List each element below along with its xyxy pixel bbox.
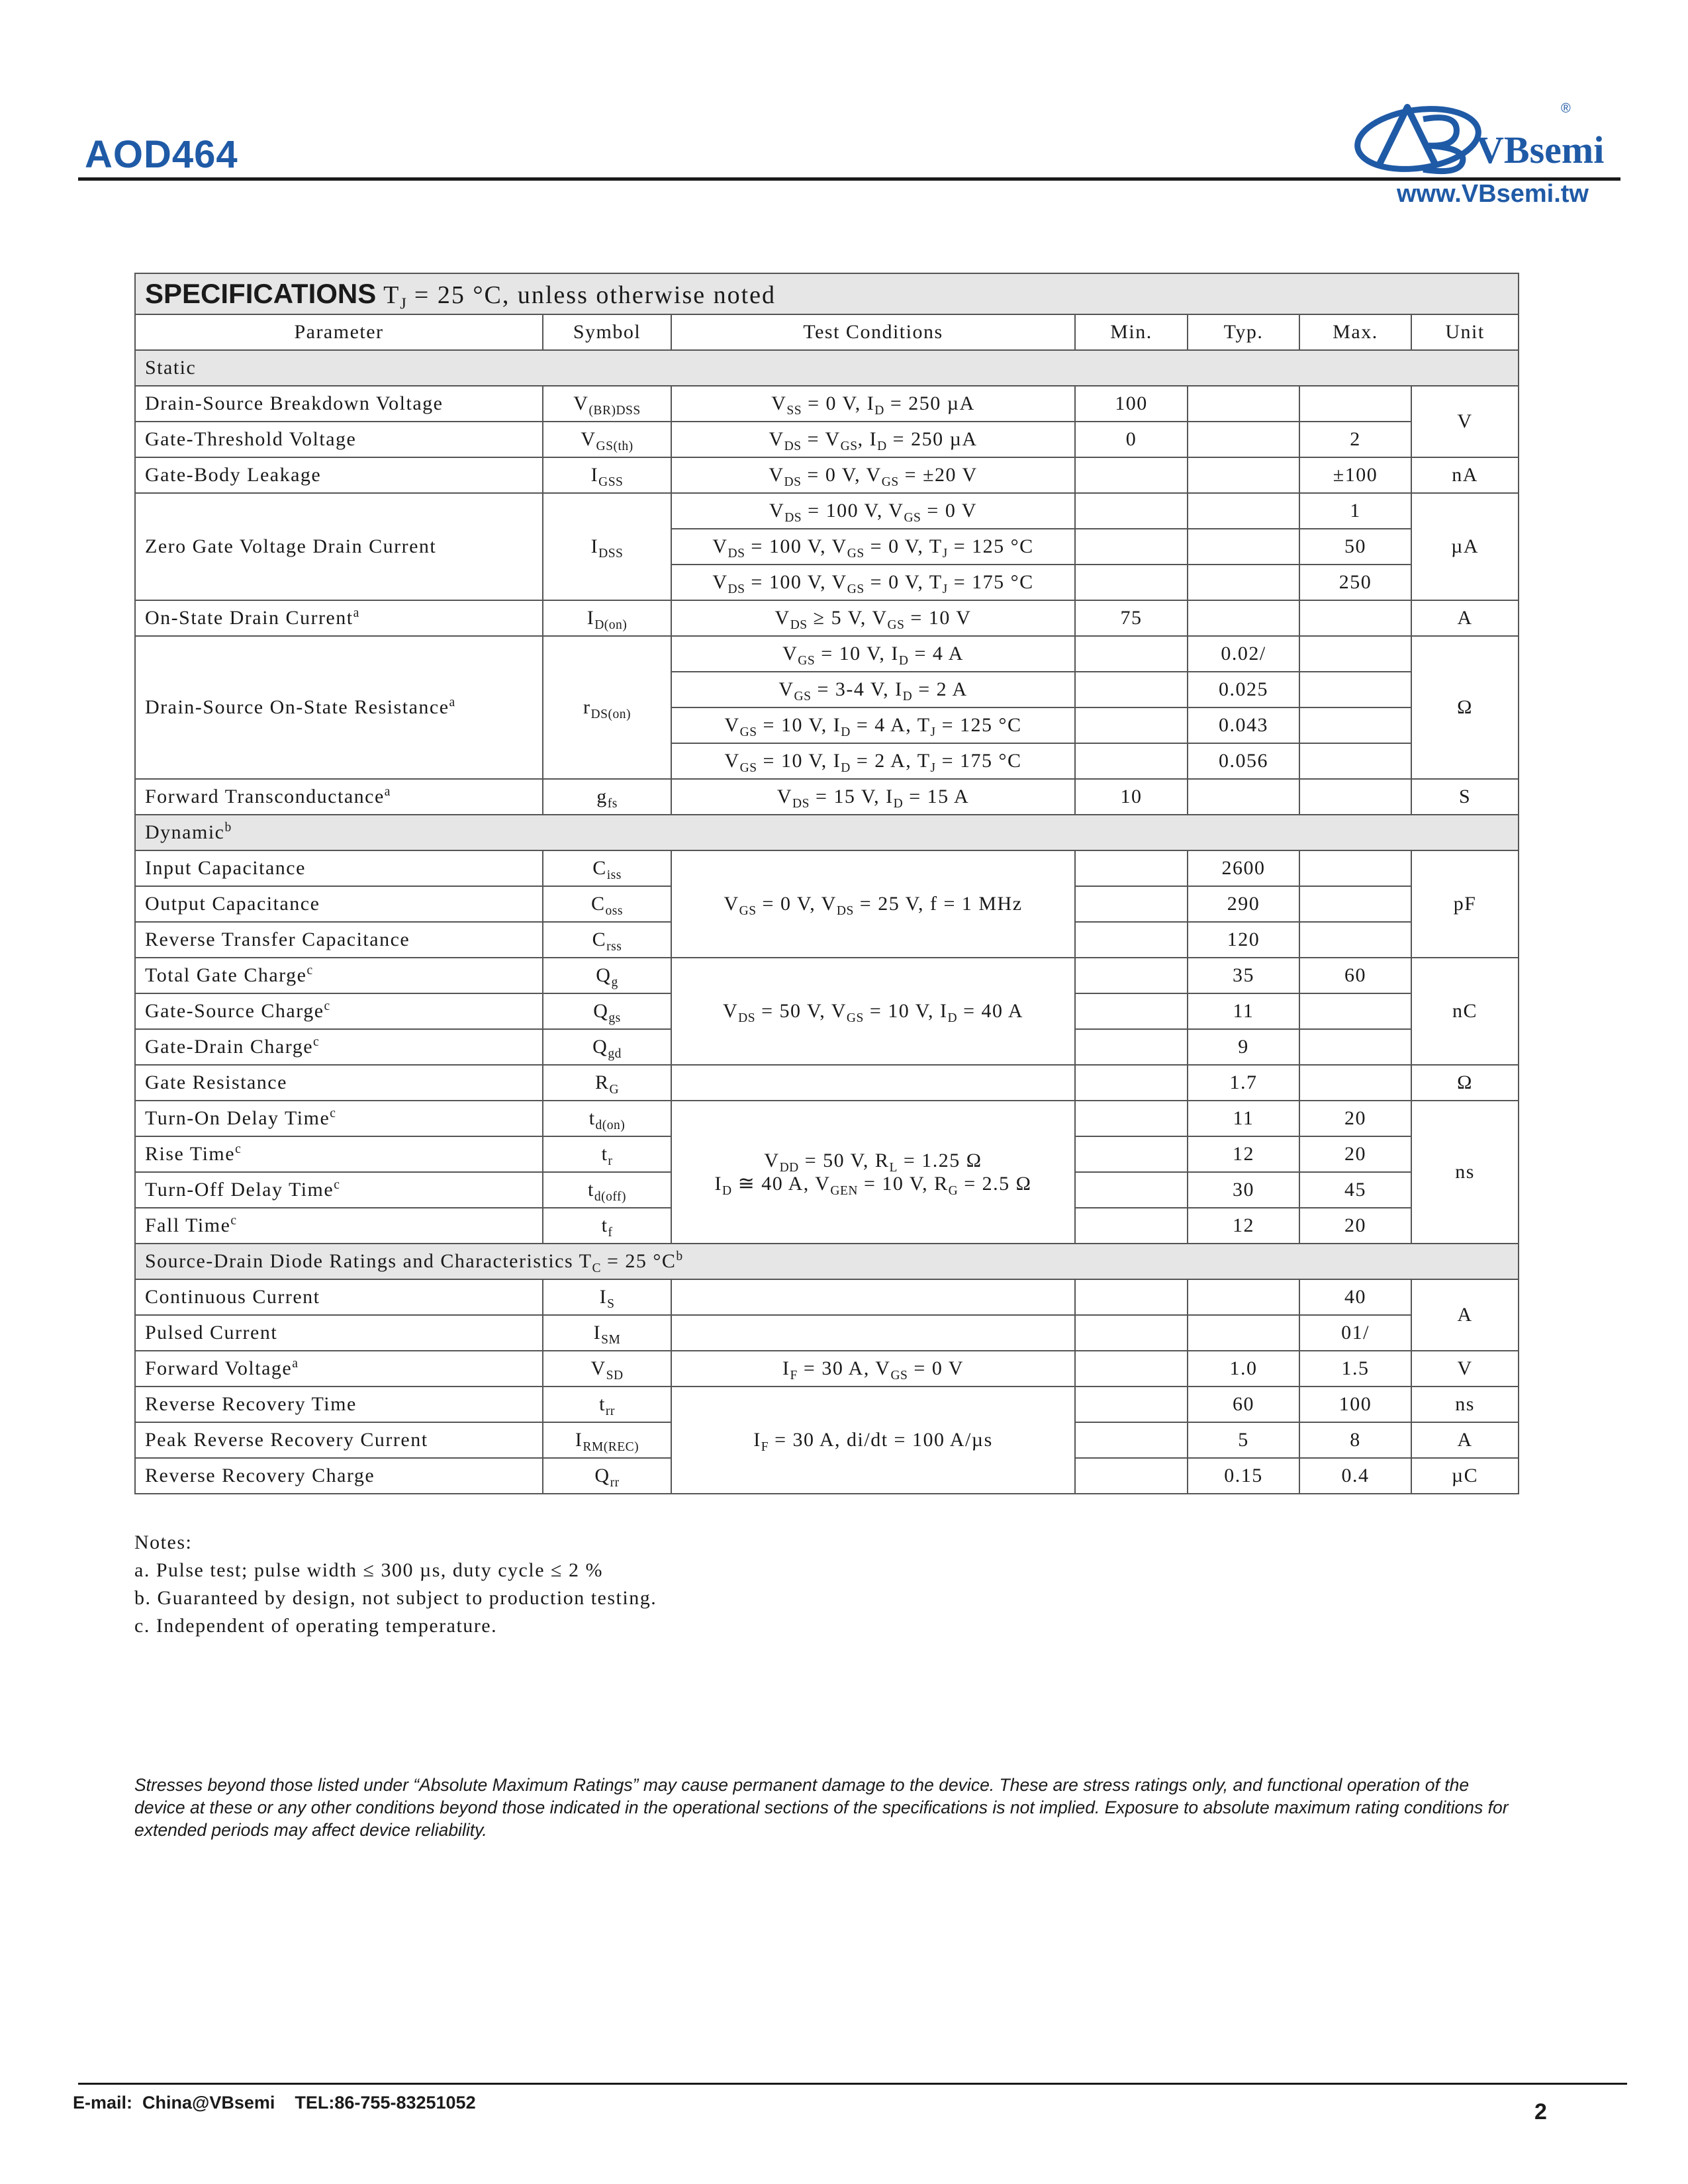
notes-heading: Notes: bbox=[134, 1531, 193, 1553]
max-cell: 01/ bbox=[1299, 1315, 1411, 1351]
param-tr: Rise Time$^c$ bbox=[135, 1136, 543, 1172]
max-cell: 20 bbox=[1299, 1101, 1411, 1136]
symbol-cell: $t_r$ bbox=[543, 1136, 671, 1172]
condition-cell: $V_{GS} = 10$ V, $I_D = 4$ A bbox=[671, 636, 1075, 672]
min-cell bbox=[1075, 886, 1188, 922]
min-cell bbox=[1075, 743, 1188, 779]
condition-cell: $V_{DS} = V_{GS}$, $I_D = 250$ µA bbox=[671, 422, 1075, 457]
condition-cell: $V_{DS} = 100$ V, $V_{GS} = 0$ V, $T_J = 175$ °C bbox=[671, 565, 1075, 600]
min-cell: 0 bbox=[1075, 422, 1188, 457]
condition-cell: $V_{GS} = 3-4$ V, $I_D = 2$ A bbox=[671, 672, 1075, 707]
unit-cell: A bbox=[1411, 1422, 1519, 1458]
table-header-row bbox=[135, 314, 1519, 350]
max-cell: 0.4 bbox=[1299, 1458, 1411, 1494]
condition-cell: $V_{GS} = 10$ V, $I_D = 4$ A, $T_J = 125$ °C bbox=[671, 707, 1075, 743]
unit-cell: A bbox=[1411, 1279, 1519, 1351]
symbol-cell: $I_{D(on)}$ bbox=[543, 600, 671, 636]
unit-cell: A bbox=[1411, 600, 1519, 636]
min-cell bbox=[1075, 1208, 1188, 1244]
min-cell bbox=[1075, 1422, 1188, 1458]
unit-cell: Ω bbox=[1411, 1065, 1519, 1101]
condition-cell: $V_{GS} = 0$ V, $V_{DS} = 25$ V, f = 1 MHz bbox=[671, 850, 1075, 958]
typ-cell: 0.025 bbox=[1188, 672, 1299, 707]
part-number-title: AOD464 bbox=[85, 133, 238, 176]
section-diode: Source-Drain Diode Ratings and Characteristics $T_C = 25$ $^\circ C^b$ bbox=[135, 1244, 1519, 1279]
typ-cell: 0.043 bbox=[1188, 707, 1299, 743]
max-cell: 1 bbox=[1299, 493, 1411, 529]
param-gfs: Forward Transconductance$^a$ bbox=[135, 779, 543, 815]
min-cell bbox=[1075, 707, 1188, 743]
typ-cell: 60 bbox=[1188, 1387, 1299, 1422]
min-cell: 100 bbox=[1075, 386, 1188, 422]
unit-cell: nA bbox=[1411, 457, 1519, 493]
param-igss: Gate-Body Leakage bbox=[135, 457, 543, 493]
min-cell bbox=[1075, 958, 1188, 993]
brand-name: VBsemi bbox=[1476, 128, 1605, 171]
table-title-row bbox=[135, 273, 1519, 314]
col-min: Min. bbox=[1075, 314, 1188, 350]
min-cell: 75 bbox=[1075, 600, 1188, 636]
typ-cell bbox=[1188, 386, 1299, 422]
max-cell bbox=[1299, 850, 1411, 886]
unit-cell: pF bbox=[1411, 850, 1519, 958]
param-qg: Total Gate Charge$^c$ bbox=[135, 958, 543, 993]
col-symbol: Symbol bbox=[543, 314, 671, 350]
typ-cell: 9 bbox=[1188, 1029, 1299, 1065]
max-cell bbox=[1299, 386, 1411, 422]
max-cell bbox=[1299, 1065, 1411, 1101]
col-parameter: Parameter bbox=[135, 314, 543, 350]
param-rdson: Drain-Source On-State Resistance$^a$ bbox=[135, 636, 543, 779]
condition-cell bbox=[671, 1065, 1075, 1101]
symbol-cell: $I_{RM(REC)}$ bbox=[543, 1422, 671, 1458]
typ-cell bbox=[1188, 422, 1299, 457]
typ-cell: 1.7 bbox=[1188, 1065, 1299, 1101]
note-c: c. Independent of operating temperature. bbox=[134, 1615, 498, 1637]
condition-cell: $V_{DS} = 50$ V, $V_{GS} = 10$ V, $I_D = 40$ A bbox=[671, 958, 1075, 1065]
typ-cell: 290 bbox=[1188, 886, 1299, 922]
symbol-cell: $Q_{gd}$ bbox=[543, 1029, 671, 1065]
symbol-cell: $t_{d(off)}$ bbox=[543, 1172, 671, 1208]
table-row bbox=[135, 1065, 1519, 1101]
disclaimer-text: Stresses beyond those listed under “Absolute Maximum Ratings” may cause permanent damage to the device. These are stress ratings only, and functional operation of the device at these or any other conditions beyond those indicated in the operational sections of the specifications is not implied. Exposure to absolute maximum rating conditions for extended periods may affect device reliability. bbox=[134, 1775, 1509, 1840]
note-a: a. Pulse test; pulse width ≤ 300 µs, duty cycle ≤ 2 % bbox=[134, 1559, 603, 1581]
max-cell: 1.5 bbox=[1299, 1351, 1411, 1387]
symbol-cell: $V_{SD}$ bbox=[543, 1351, 671, 1387]
max-cell bbox=[1299, 1029, 1411, 1065]
param-tf: Fall Time$^c$ bbox=[135, 1208, 543, 1244]
condition-cell: $V_{GS} = 10$ V, $I_D = 2$ A, $T_J = 175$ °C bbox=[671, 743, 1075, 779]
unit-cell: µA bbox=[1411, 493, 1519, 600]
condition-cell: $V_{SS} = 0$ V, $I_D = 250$ µA bbox=[671, 386, 1075, 422]
table-row bbox=[135, 422, 1519, 457]
symbol-cell: $Q_{rr}$ bbox=[543, 1458, 671, 1494]
param-bvdss: Drain-Source Breakdown Voltage bbox=[135, 386, 543, 422]
typ-cell: 2600 bbox=[1188, 850, 1299, 886]
param-tdon: Turn-On Delay Time$^c$ bbox=[135, 1101, 543, 1136]
unit-cell: ns bbox=[1411, 1387, 1519, 1422]
min-cell bbox=[1075, 1136, 1188, 1172]
max-cell bbox=[1299, 707, 1411, 743]
param-vsd: Forward Voltage$^a$ bbox=[135, 1351, 543, 1387]
section-static-row bbox=[135, 350, 1519, 386]
typ-cell bbox=[1188, 457, 1299, 493]
min-cell bbox=[1075, 1279, 1188, 1315]
typ-cell: 35 bbox=[1188, 958, 1299, 993]
param-rg: Gate Resistance bbox=[135, 1065, 543, 1101]
symbol-cell: $t_{rr}$ bbox=[543, 1387, 671, 1422]
max-cell bbox=[1299, 743, 1411, 779]
table-row bbox=[135, 493, 1519, 529]
symbol-cell: $C_{iss}$ bbox=[543, 850, 671, 886]
condition-cell: $I_F = 30$ A, $V_{GS} = 0$ V bbox=[671, 1351, 1075, 1387]
symbol-cell: $g_{fs}$ bbox=[543, 779, 671, 815]
typ-cell: 0.02/ bbox=[1188, 636, 1299, 672]
typ-cell: 12 bbox=[1188, 1136, 1299, 1172]
param-qrr: Reverse Recovery Charge bbox=[135, 1458, 543, 1494]
min-cell bbox=[1075, 565, 1188, 600]
condition-cell: $V_{DD} = 50$ V, $R_L = 1.25$ Ω $I_D$ ≅ 40 A, $V_{GEN} = 10$ V, $R_G = 2.5$ Ω bbox=[671, 1101, 1075, 1244]
section-dynamic-row bbox=[135, 815, 1519, 850]
note-b: b. Guaranteed by design, not subject to production testing. bbox=[134, 1587, 657, 1609]
symbol-cell: $I_{GSS}$ bbox=[543, 457, 671, 493]
param-trr: Reverse Recovery Time bbox=[135, 1387, 543, 1422]
symbol-cell: $R_G$ bbox=[543, 1065, 671, 1101]
symbol-cell: $t_{d(on)}$ bbox=[543, 1101, 671, 1136]
max-cell: 45 bbox=[1299, 1172, 1411, 1208]
table-row bbox=[135, 1315, 1519, 1351]
max-cell bbox=[1299, 886, 1411, 922]
typ-cell bbox=[1188, 565, 1299, 600]
max-cell bbox=[1299, 922, 1411, 958]
symbol-cell: $I_{DSS}$ bbox=[543, 493, 671, 600]
param-crss: Reverse Transfer Capacitance bbox=[135, 922, 543, 958]
min-cell bbox=[1075, 1029, 1188, 1065]
section-dynamic: Dynamic$^b$ bbox=[135, 815, 1519, 850]
max-cell bbox=[1299, 672, 1411, 707]
col-typ: Typ. bbox=[1188, 314, 1299, 350]
param-ism: Pulsed Current bbox=[135, 1315, 543, 1351]
col-test-conditions: Test Conditions bbox=[671, 314, 1075, 350]
param-irm: Peak Reverse Recovery Current bbox=[135, 1422, 543, 1458]
condition-cell bbox=[671, 1315, 1075, 1351]
website-link[interactable]: www.VBsemi.tw bbox=[1397, 180, 1589, 208]
typ-cell: 120 bbox=[1188, 922, 1299, 958]
symbol-cell: $I_S$ bbox=[543, 1279, 671, 1315]
condition-cell: $I_F = 30$ A, di/dt = 100 A/µs bbox=[671, 1387, 1075, 1494]
table-row bbox=[135, 1351, 1519, 1387]
typ-cell bbox=[1188, 779, 1299, 815]
condition-cell: $V_{DS} \ge 5$ V, $V_{GS} = 10$ V bbox=[671, 600, 1075, 636]
max-cell: ±100 bbox=[1299, 457, 1411, 493]
min-cell bbox=[1075, 1172, 1188, 1208]
table-title: SPECIFICATIONS $T_J = 25$ °C, unless otherwise noted bbox=[135, 273, 1519, 314]
condition-cell bbox=[671, 1279, 1075, 1315]
min-cell: 10 bbox=[1075, 779, 1188, 815]
section-diode-row bbox=[135, 1244, 1519, 1279]
table-row bbox=[135, 600, 1519, 636]
max-cell: 2 bbox=[1299, 422, 1411, 457]
max-cell: 20 bbox=[1299, 1136, 1411, 1172]
page-number: 2 bbox=[1534, 2099, 1547, 2124]
table-row bbox=[135, 1279, 1519, 1315]
min-cell bbox=[1075, 1065, 1188, 1101]
min-cell bbox=[1075, 993, 1188, 1029]
param-is: Continuous Current bbox=[135, 1279, 543, 1315]
typ-cell bbox=[1188, 493, 1299, 529]
notes-block bbox=[134, 1529, 657, 1640]
typ-cell: 1.0 bbox=[1188, 1351, 1299, 1387]
param-idon: On-State Drain Current$^a$ bbox=[135, 600, 543, 636]
min-cell bbox=[1075, 493, 1188, 529]
min-cell bbox=[1075, 922, 1188, 958]
max-cell: 40 bbox=[1299, 1279, 1411, 1315]
max-cell: 60 bbox=[1299, 958, 1411, 993]
max-cell bbox=[1299, 600, 1411, 636]
typ-cell bbox=[1188, 600, 1299, 636]
max-cell bbox=[1299, 779, 1411, 815]
symbol-cell: $Q_{gs}$ bbox=[543, 993, 671, 1029]
max-cell: 20 bbox=[1299, 1208, 1411, 1244]
symbol-cell: $r_{DS(on)}$ bbox=[543, 636, 671, 779]
table-row bbox=[135, 636, 1519, 672]
max-cell: 250 bbox=[1299, 565, 1411, 600]
min-cell bbox=[1075, 1101, 1188, 1136]
col-max: Max. bbox=[1299, 314, 1411, 350]
table-row bbox=[135, 386, 1519, 422]
max-cell: 8 bbox=[1299, 1422, 1411, 1458]
max-cell: 100 bbox=[1299, 1387, 1411, 1422]
section-static: Static bbox=[135, 350, 1519, 386]
typ-cell: 11 bbox=[1188, 993, 1299, 1029]
typ-cell: 11 bbox=[1188, 1101, 1299, 1136]
symbol-cell: $Q_g$ bbox=[543, 958, 671, 993]
col-unit: Unit bbox=[1411, 314, 1519, 350]
symbol-cell: $t_f$ bbox=[543, 1208, 671, 1244]
vbsemi-logo-icon bbox=[1344, 93, 1622, 179]
min-cell bbox=[1075, 529, 1188, 565]
min-cell bbox=[1075, 672, 1188, 707]
table-row bbox=[135, 1387, 1519, 1422]
max-cell: 50 bbox=[1299, 529, 1411, 565]
symbol-cell: $C_{rss}$ bbox=[543, 922, 671, 958]
unit-cell: nC bbox=[1411, 958, 1519, 1065]
param-ciss: Input Capacitance bbox=[135, 850, 543, 886]
table-row bbox=[135, 850, 1519, 886]
specifications-table bbox=[134, 273, 1519, 1494]
condition-cell: $V_{DS} = 15$ V, $I_D = 15$ A bbox=[671, 779, 1075, 815]
param-qgs: Gate-Source Charge$^c$ bbox=[135, 993, 543, 1029]
condition-cell: $V_{DS} = 100$ V, $V_{GS} = 0$ V bbox=[671, 493, 1075, 529]
header-divider bbox=[78, 177, 1620, 181]
min-cell bbox=[1075, 636, 1188, 672]
min-cell bbox=[1075, 1351, 1188, 1387]
table-row bbox=[135, 958, 1519, 993]
table-row bbox=[135, 1101, 1519, 1136]
unit-cell: Ω bbox=[1411, 636, 1519, 779]
symbol-cell: $V_{GS(th)}$ bbox=[543, 422, 671, 457]
typ-cell bbox=[1188, 529, 1299, 565]
unit-cell: µC bbox=[1411, 1458, 1519, 1494]
symbol-cell: $I_{SM}$ bbox=[543, 1315, 671, 1351]
typ-cell: 5 bbox=[1188, 1422, 1299, 1458]
unit-cell: V bbox=[1411, 386, 1519, 457]
param-vgsth: Gate-Threshold Voltage bbox=[135, 422, 543, 457]
param-tdoff: Turn-Off Delay Time$^c$ bbox=[135, 1172, 543, 1208]
symbol-cell: $C_{oss}$ bbox=[543, 886, 671, 922]
footer-divider bbox=[78, 2083, 1627, 2085]
min-cell bbox=[1075, 457, 1188, 493]
min-cell bbox=[1075, 1387, 1188, 1422]
typ-cell: 12 bbox=[1188, 1208, 1299, 1244]
symbol-cell: $V_{(BR)DSS}$ bbox=[543, 386, 671, 422]
typ-cell bbox=[1188, 1315, 1299, 1351]
min-cell bbox=[1075, 1315, 1188, 1351]
typ-cell: 0.056 bbox=[1188, 743, 1299, 779]
registered-mark: ® bbox=[1561, 101, 1571, 116]
min-cell bbox=[1075, 1458, 1188, 1494]
unit-cell: S bbox=[1411, 779, 1519, 815]
typ-cell: 0.15 bbox=[1188, 1458, 1299, 1494]
table-row bbox=[135, 779, 1519, 815]
param-qgd: Gate-Drain Charge$^c$ bbox=[135, 1029, 543, 1065]
typ-cell bbox=[1188, 1279, 1299, 1315]
param-coss: Output Capacitance bbox=[135, 886, 543, 922]
table-row bbox=[135, 457, 1519, 493]
param-idss: Zero Gate Voltage Drain Current bbox=[135, 493, 543, 600]
min-cell bbox=[1075, 850, 1188, 886]
max-cell bbox=[1299, 993, 1411, 1029]
unit-cell: ns bbox=[1411, 1101, 1519, 1244]
unit-cell: V bbox=[1411, 1351, 1519, 1387]
condition-cell: $V_{DS} = 100$ V, $V_{GS} = 0$ V, $T_J = 125$ °C bbox=[671, 529, 1075, 565]
condition-cell: $V_{DS} = 0$ V, $V_{GS} = \pm 20$ V bbox=[671, 457, 1075, 493]
max-cell bbox=[1299, 636, 1411, 672]
typ-cell: 30 bbox=[1188, 1172, 1299, 1208]
contact-info: E-mail: China@VBsemi TEL:86-755-83251052 bbox=[73, 2093, 476, 2113]
